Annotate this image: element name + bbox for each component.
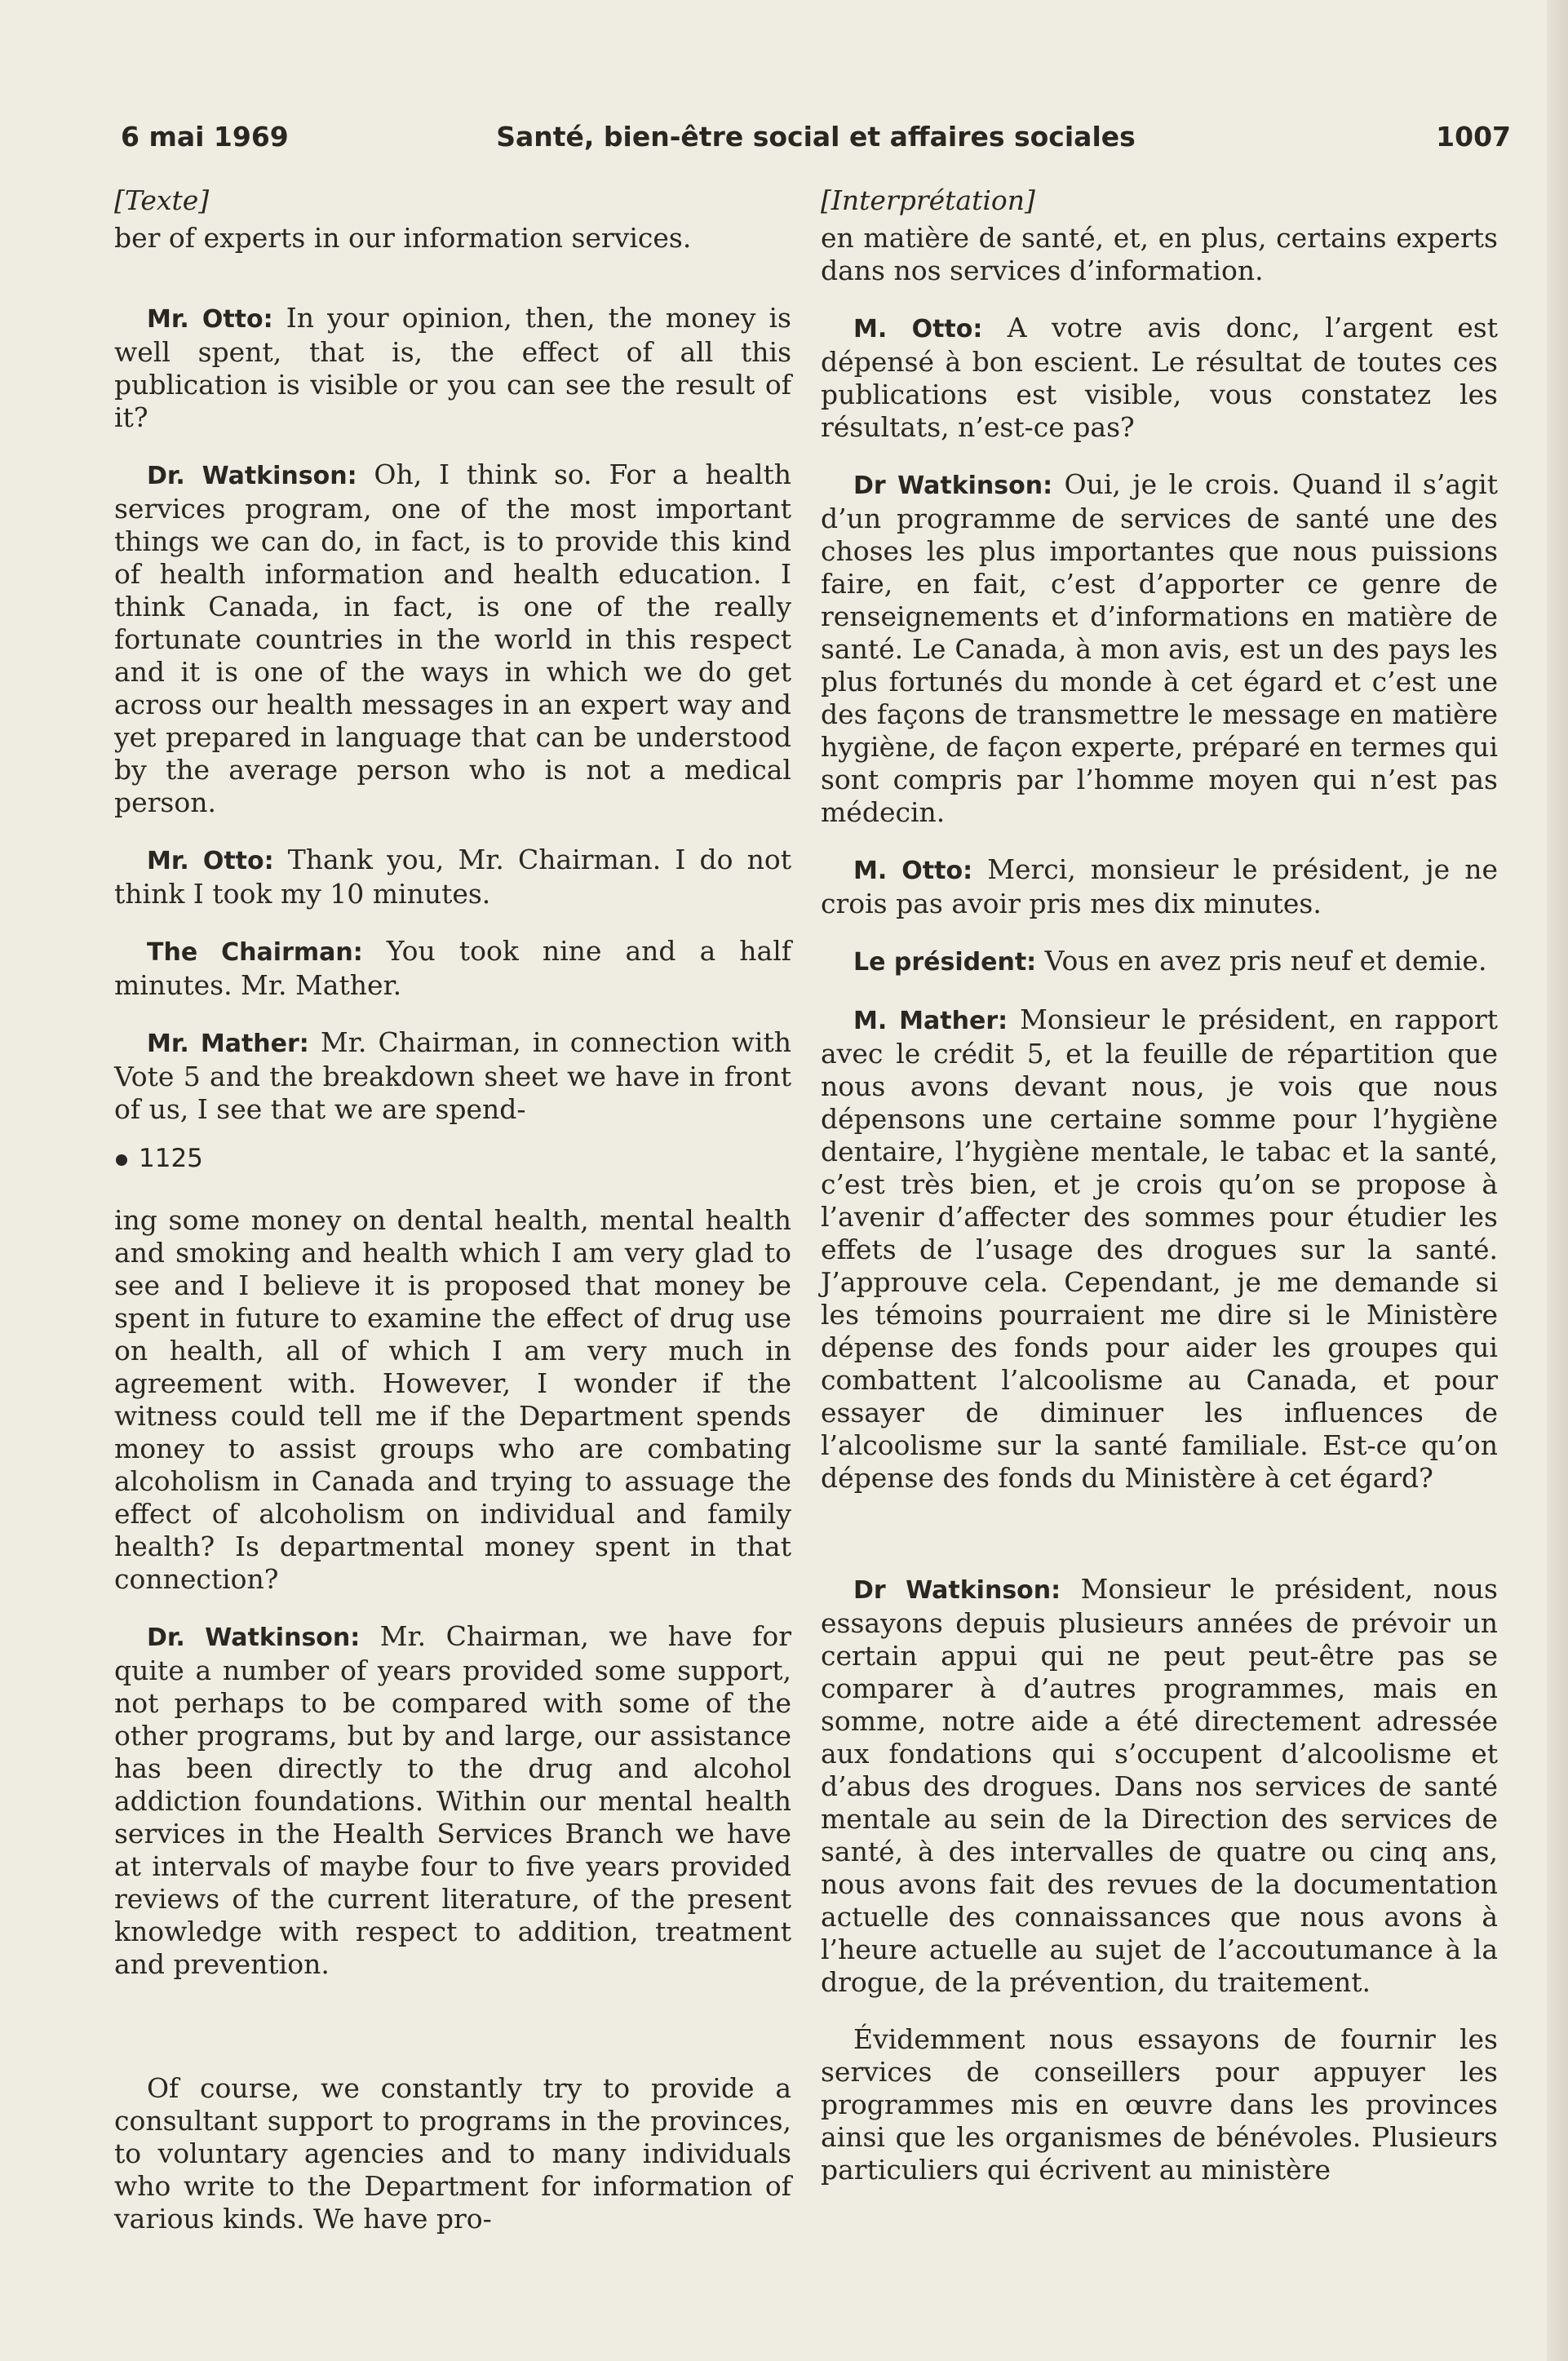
speech-text: In your opinion, then, the money is well spent, that is, the effect of all this publication is visible or you can see the result of it?: [114, 302, 791, 433]
speech-paragraph: [821, 853, 1498, 920]
speech-paragraph: [821, 1003, 1498, 1495]
page-edge: [1547, 0, 1568, 2361]
speaker-name: M. Mather:: [853, 1007, 1008, 1035]
speaker-name: Dr. Watkinson:: [147, 462, 357, 490]
speech-paragraph: [821, 1573, 1498, 1999]
paragraph: Of course, we constantly try to provide a consultant support to programs in the provinces, to voluntary agencies and to many individuals who write to the Department for information of various kinds. We have pro-: [114, 2072, 791, 2235]
speaker-name: M. Otto:: [853, 857, 973, 885]
speech-paragraph: [114, 1026, 791, 1126]
speech-paragraph: [821, 312, 1498, 444]
paragraph: en matière de santé, et, en plus, certains experts dans nos services d’information.: [821, 222, 1498, 286]
speech-text: Monsieur le président, en rapport avec le crédit 5, et la feuille de répartition que nous avons devant nous, je vois que nous dépensons une certaine somme pour l’hygiène dentaire, l’hygiène mentale, le tabac et la santé, c’est très bien, et je crois qu’on se propose à l’avenir d’affecter des sommes pour étudier les effets de l’usage des drogues sur la santé. J’approuve cela. Cependant, je me demande si les témoins pourraient me dire si le Ministère dépense des fonds pour aider les groupes qui combattent l’alcoolisme au Canada, et pour essayer de diminuer les influences de l’alcoolisme sur la santé familiale. Est-ce qu’on dépense des fonds du Ministère à cet égard?: [821, 1003, 1498, 1494]
paragraph: Évidemment nous essayons de fournir les services de conseillers pour appuyer les programmes mis en œuvre dans les provinces ainsi que les organismes de bénévoles. Plusieurs particuliers qui écrivent au ministère: [821, 2023, 1498, 2186]
page-header: [121, 121, 1511, 166]
speech-text: A votre avis donc, l’argent est dépensé à bon escient. Le résultat de toutes ces publications est visible, vous constatez les résultats, n’est-ce pas?: [821, 312, 1498, 443]
paragraph: ing some money on dental health, mental health and smoking and health which I am very glad to see and I believe it is proposed that money be spent in future to examine the effect of drug use on health, all of which I am very much in agreement with. However, I wonder if the witness could tell me if the Department spends money to assist groups who are combating alcoholism in Canada and trying to assuage the effect of alcoholism on individual and family health? Is departmental money spent in that connection?: [114, 1204, 791, 1595]
speaker-name: Mr. Otto:: [147, 305, 273, 334]
speech-paragraph: [821, 945, 1498, 979]
french-column: [821, 184, 1498, 2257]
speech-paragraph: [821, 468, 1498, 829]
paragraph: ber of experts in our information services.: [114, 222, 692, 254]
page-number: 1007: [1436, 121, 1511, 153]
header-title: Santé, bien-être social et affaires sociales: [496, 121, 1136, 153]
time-marker-text: 1125: [139, 1144, 203, 1173]
speaker-name: Mr. Mather:: [147, 1030, 309, 1058]
speaker-name: Mr. Otto:: [147, 847, 274, 875]
header-date: 6 mai 1969: [121, 121, 289, 153]
speech-text: Thank you, Mr. Chairman. I do not think I took my 10 minutes.: [114, 844, 791, 910]
speaker-name: Dr Watkinson:: [853, 472, 1053, 500]
speech-text: Mr. Chairman, we have for quite a number of years provided some support, not perhaps to be compared with some of the other programs, but by and large, our assistance has been directly to the drug and alcohol addiction foundations. Within our mental health services in the Health Services Branch we have at intervals of maybe four to five years provided reviews of the current literature, of the present knowledge with respect to addition, treatment and prevention.: [114, 1620, 792, 1980]
section-label-text: [Interprétation]: [821, 184, 1035, 216]
speech-text: You took nine and a half minutes. Mr. Mather.: [114, 935, 791, 1001]
time-marker: [114, 1142, 791, 1175]
section-label-text: [Texte]: [114, 184, 210, 216]
speaker-name: M. Otto:: [853, 315, 983, 343]
bullet-icon: [116, 1154, 127, 1166]
speech-text: Oh, I think so. For a health services program, one of the most important things we can do, in fact, is to provide this kind of health information and health education. I think Canada, in fact, is one of the really fortunate countries in the world in this respect and it is one of the ways in which we do get across our health messages in an expert way and yet prepared in language that can be understood by the average person who is not a medical person.: [114, 458, 791, 818]
speaker-name: Dr Watkinson:: [853, 1576, 1061, 1605]
speech-text: Merci, monsieur le président, je ne crois pas avoir pris mes dix minutes.: [821, 853, 1498, 919]
speech-paragraph: [114, 1620, 791, 1981]
speaker-name: Dr. Watkinson:: [147, 1623, 361, 1652]
speech-paragraph: [114, 935, 791, 1002]
speech-paragraph: [114, 302, 791, 434]
speech-text: Mr. Chairman, in connection with Vote 5 and the breakdown sheet we have in front of us, I see that we are spend-: [114, 1026, 791, 1125]
english-column: [114, 184, 791, 2257]
speech-paragraph: [114, 458, 791, 819]
speaker-name: The Chairman:: [147, 938, 363, 967]
speech-text: Vous en avez pris neuf et demie.: [1036, 945, 1487, 977]
speech-text: Oui, je le crois. Quand il s’agit d’un programme de services de santé une des choses les plus importantes que nous puissions faire, en fait, c’est d’apporter ce genre de renseignements et d’informations en matière de santé. Le Canada, à mon avis, est un des pays les plus fortunés du monde à cet égard et c’est une des façons de transmettre le message en matière hygiène, de façon experte, préparé en termes qui sont compris par l’homme moyen qui n’est pas médecin.: [821, 468, 1498, 828]
speech-paragraph: [114, 844, 791, 910]
speech-text: Monsieur le président, nous essayons depuis plusieurs années de prévoir un certain appui qui ne peut peut-être pas se comparer à d’autres programmes, mais en somme, notre aide a été directement adressée aux fondations qui s’occupent d’alcoolisme et d’abus des drogues. Dans nos services de santé mentale au sein de la Direction des services de santé, à des intervalles de quatre ou cinq ans, nous avons fait des revues de la documentation actuelle des connaissances que nous avons à l’heure actuelle au sujet de l’accoutumance à la drogue, de la prévention, du traitement.: [821, 1573, 1498, 1998]
speaker-name: Le président:: [853, 948, 1037, 977]
